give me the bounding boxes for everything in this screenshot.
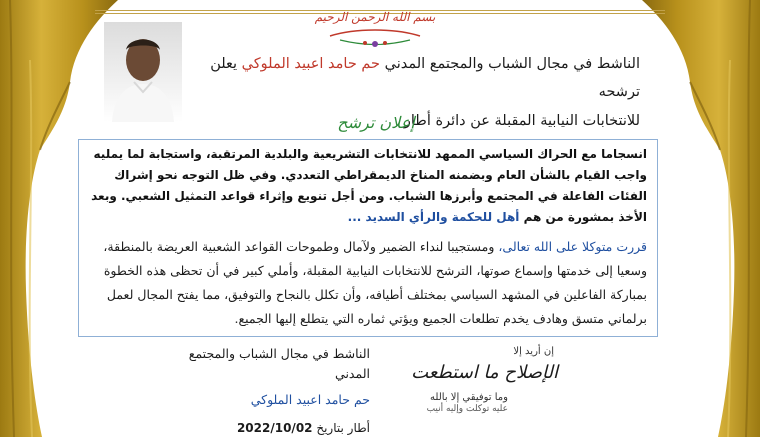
verse-main-line: الإصلاح ما استطعت [411, 362, 558, 383]
paragraph-2-text: ومستجيبا لنداء الضمير ولآمال وطموحات القواعد الشعبية العريضة بالمنطقة، وسعيا إلى خدمتها وإسماع صوتها، الترشح للانتخابات النيابية المقبلة، وأملي كبير في أن تحظى هذه الخطوة بمباركة الفاعلين في المشهد السياسي بمختلف أطيافه، وأن تكلل بالنجاح والتوفيق، مما يفتح المجال لعمل برلماني متسق وهادف يخدم تطلعات الجميع ويؤتي ثماره التي يتطلع إليها الجميع. [103, 239, 647, 326]
headline-line-2: للانتخابات النيابية المقبلة عن دائرة أطار [403, 112, 640, 129]
signature-title: الناشط في مجال الشباب والمجتمع المدني [188, 346, 370, 381]
verse-line-2: وما توفيقي إلا بالله [430, 392, 508, 403]
headline-line-1 [200, 50, 640, 107]
basmala-text: بسم الله الرحمن الرحيم [314, 10, 436, 24]
body-paragraph-2 [87, 235, 647, 331]
headline-suffix: يعلن ترشحه [210, 56, 640, 101]
paragraph-1-highlight: أهل للحكمة والرأي السديد ... [347, 210, 520, 224]
announcement-body-box [78, 139, 658, 337]
verse-calligraphy [378, 344, 558, 422]
signature-name: حم حامد اعبيد الملوكي [250, 392, 370, 407]
candidate-name: حم حامد اعبيد الملوكي [241, 56, 381, 72]
signature-block [155, 344, 370, 437]
candidate-photo [104, 22, 182, 122]
basmala-calligraphy [310, 6, 440, 50]
announcement-title: إعلان ترشح [337, 113, 415, 132]
date-prefix: أطار بتاريخ [316, 421, 370, 435]
portrait-icon [104, 22, 182, 122]
signature-date-line [155, 418, 370, 437]
paragraph-1-text: انسجاما مع الحراك السياسي الممهد للانتخابات التشريعية والبلدية المرتقبة، واستجابة لما يمليه واجب القيام بالشأن العام وبضمنه المناخ الديمقراطي التعددي. وفي ظل التوجه نحو إشراك الفئات الفاعلة في المجتمع وأبرزها الشباب. ومن أجل تنويع وإثراء قواعد التمثيل الشعبي. وبعد الأخذ بمشورة من هم [91, 147, 647, 224]
date-value: 2022/10/02 [236, 421, 313, 435]
headline-prefix: الناشط في مجال الشباب والمجتمع المدني [384, 56, 640, 72]
paragraph-2-highlight: قررت متوكلا على الله تعالى، [498, 239, 647, 254]
right-curtain-decoration [640, 0, 760, 437]
body-paragraph-1 [87, 144, 647, 228]
verse-line-3: عليه توكلت وإليه أنيب [426, 404, 508, 414]
verse-top-line: إن أريد إلا [513, 346, 554, 357]
